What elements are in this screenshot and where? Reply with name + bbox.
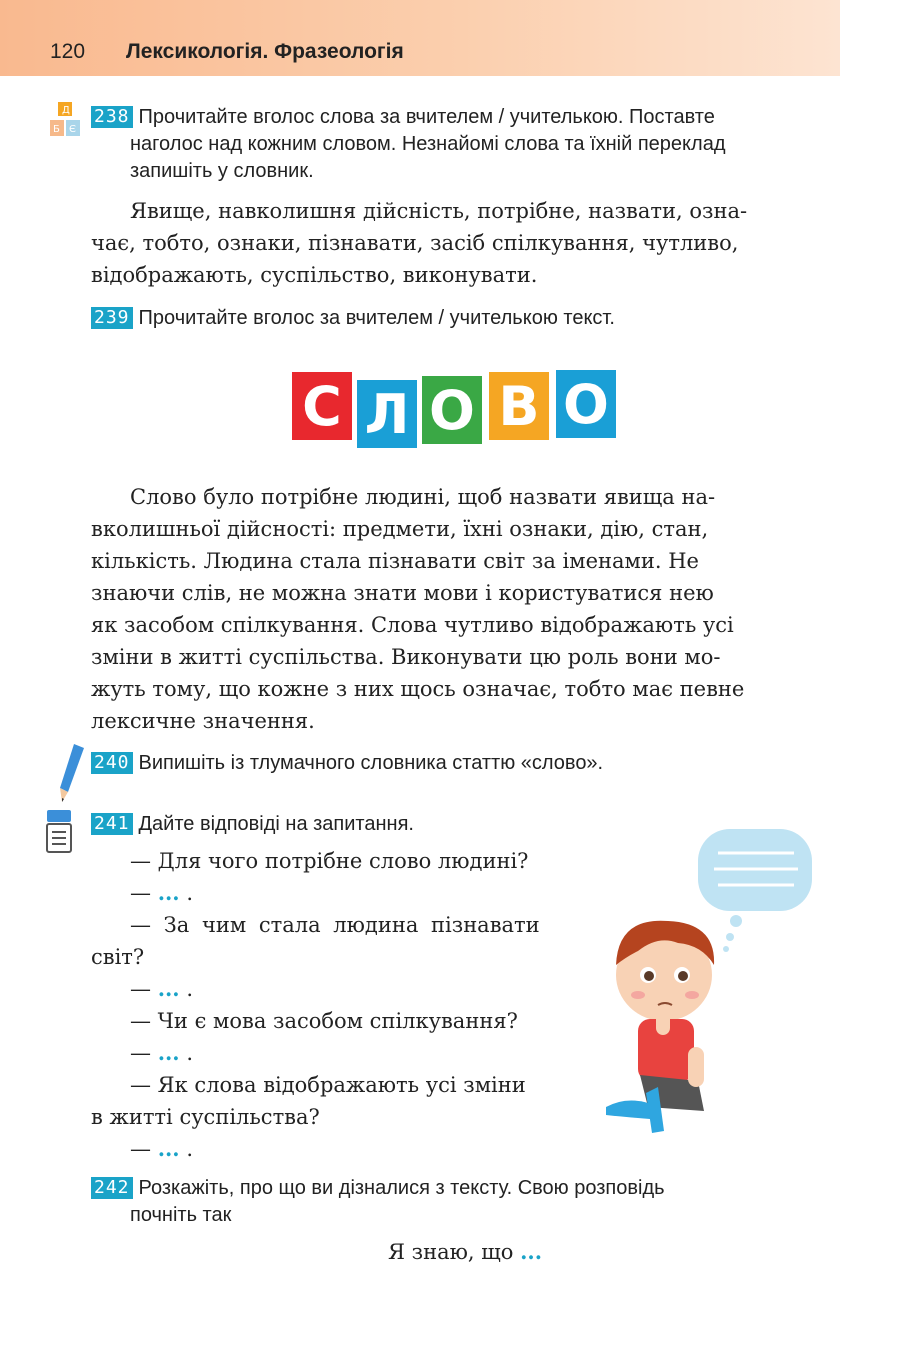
answer-blank: — ... . [130, 1040, 193, 1065]
svg-text:Д: Д [62, 105, 70, 116]
exercise-238-words: Явище, навколишня дійсність, потрібне, назвати, озна- чає, тобто, ознаки, пізнавати, засіб спілкування, чутливо, відображають, суспільство, виконувати. [91, 199, 748, 287]
page-header [0, 0, 840, 76]
exercise-242-instruction: 242 Розкажіть, про що ви дізналися з тексту. Свою розповідь почніть так [91, 1175, 823, 1229]
exercise-number: 238 [91, 106, 133, 128]
exercise-241-instruction: 241 Дайте відповіді на запитання. [91, 811, 691, 838]
question-4: — Як слова відображають усі зміни [130, 1073, 526, 1097]
svg-text:Є: Є [69, 124, 76, 135]
exercise-239-instruction: 239 Прочитайте вголос за вчителем / учителькою текст. [91, 305, 823, 332]
exercise-240-instruction: 240 Випишіть із тлумачного словника статтю «слово». [91, 750, 823, 777]
exercise-number: 241 [91, 813, 133, 835]
letter-tile: Л [357, 380, 417, 448]
exercise-number: 242 [91, 1177, 133, 1199]
answer-blank: — ... . [130, 1136, 193, 1161]
exercise-number: 240 [91, 752, 133, 774]
chapter-title: Лексикологія. Фразеологія [126, 40, 404, 63]
letter-tile: С [292, 372, 352, 440]
answer-blank: — ... . [130, 976, 193, 1001]
svg-text:Б: Б [53, 124, 60, 135]
exercise-239-text: Слово було потрібне людині, щоб назвати явища на- вколишньої дійсності: предмети, їхні ознаки, дію, стан, кількість. Людина стала пізнавати світ за іменами. Не знаючи слів, не можна знати мови і користуватися нею як засобом спілкування. Слова чутливо відображають усі зміни в житті суспільства. Виконувати цю роль вони мо- жуть тому, що кожне з них щось означає, тобто має певне лексичне значення. [91, 485, 745, 733]
question-3: — Чи є мова засобом спілкування? [130, 1009, 518, 1033]
letter-tile: О [556, 370, 616, 438]
letter-tile: В [489, 372, 549, 440]
question-1: — Для чого потрібне слово людині? [130, 849, 529, 873]
answer-blank: — ... . [130, 880, 193, 905]
notebook-icon [44, 808, 74, 854]
answer-start: Я знаю, що ... [388, 1239, 543, 1264]
abc-blocks-icon [46, 100, 86, 140]
letter-tile: О [422, 376, 482, 444]
pencil-icon [56, 742, 86, 804]
exercise-number: 239 [91, 307, 133, 329]
page-number: 120 [50, 40, 86, 63]
exercise-241-questions: — Для чого потрібне слово людині? — ... . — За чим стала людина пізнавати світ? — ... . — Чи є мова засобом спілкування? — ... . — Як слова відображають усі зміни в житті суспільства? — ... . [91, 845, 584, 1165]
question-2: — За чим стала людина пізнавати [130, 913, 540, 937]
thinking-boy-illustration [598, 825, 818, 1137]
exercise-238-instruction: 238 Прочитайте вголос слова за вчителем / учителькою. Поставте наголос над кожним словом. Незнайомі слова та їхній переклад запишіть у словник. [91, 104, 823, 185]
